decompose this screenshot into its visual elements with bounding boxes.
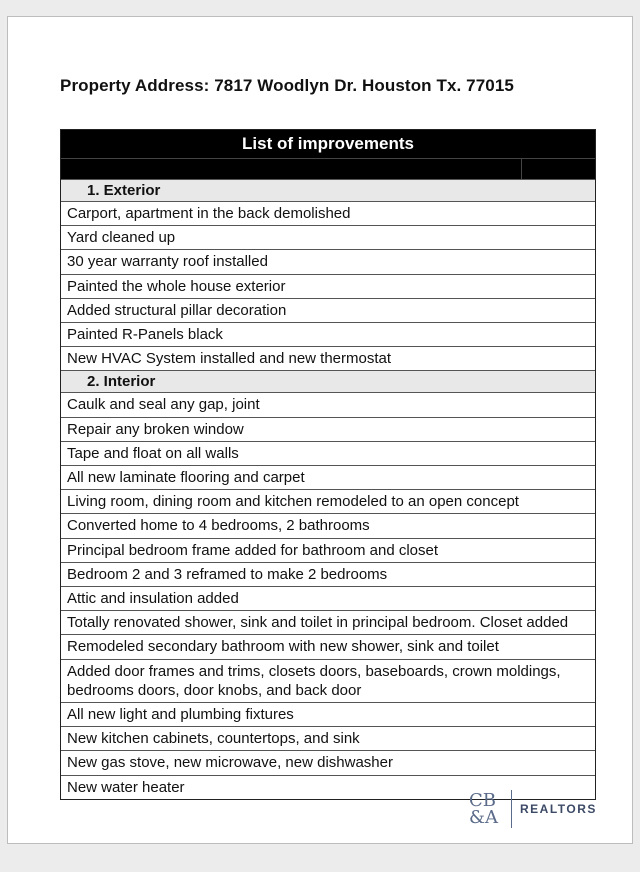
- property-address: Property Address: 7817 Woodlyn Dr. Houston Tx. 77015: [60, 76, 514, 95]
- table-row: Caulk and seal any gap, joint: [61, 392, 595, 416]
- table-row: Yard cleaned up: [61, 225, 595, 249]
- table-row: Painted R-Panels black: [61, 322, 595, 346]
- section-heading: 1. Exterior: [61, 179, 595, 201]
- section-heading: 2. Interior: [61, 370, 595, 392]
- logo-wordmark: REALTORS: [520, 802, 597, 816]
- table-row: 30 year warranty roof installed: [61, 249, 595, 273]
- table-row: All new light and plumbing fixtures: [61, 702, 595, 726]
- table-row: Bedroom 2 and 3 reframed to make 2 bedrooms: [61, 562, 595, 586]
- table-row: Painted the whole house exterior: [61, 274, 595, 298]
- table-row: All new laminate flooring and carpet: [61, 465, 595, 489]
- blank-cell: [61, 159, 521, 179]
- logo-divider: [511, 790, 512, 828]
- cba-realtors-logo: [469, 790, 597, 828]
- table-row: Remodeled secondary bathroom with new shower, sink and toilet: [61, 634, 595, 658]
- document-page: [7, 16, 633, 844]
- table-title: List of improvements: [61, 130, 595, 158]
- table-row: Attic and insulation added: [61, 586, 595, 610]
- table-row: Tape and float on all walls: [61, 441, 595, 465]
- table-row: Carport, apartment in the back demolished: [61, 201, 595, 225]
- table-row: Repair any broken window: [61, 417, 595, 441]
- table-row: Converted home to 4 bedrooms, 2 bathrooms: [61, 513, 595, 537]
- table-row: New kitchen cabinets, countertops, and sink: [61, 726, 595, 750]
- table-header-blank-row: [61, 158, 595, 179]
- table-row: New HVAC System installed and new thermostat: [61, 346, 595, 370]
- table-row: New water heater: [61, 775, 595, 799]
- table-body: [61, 179, 595, 799]
- table-row: Principal bedroom frame added for bathroom and closet: [61, 538, 595, 562]
- improvements-table: [60, 129, 596, 800]
- logo-monogram-bottom: &A: [469, 807, 499, 828]
- table-row: Totally renovated shower, sink and toilet in principal bedroom. Closet added: [61, 610, 595, 634]
- table-row: Added structural pillar decoration: [61, 298, 595, 322]
- blank-cell: [521, 159, 595, 179]
- table-row: Living room, dining room and kitchen remodeled to an open concept: [61, 489, 595, 513]
- table-row: New gas stove, new microwave, new dishwasher: [61, 750, 595, 774]
- table-row: Added door frames and trims, closets doors, baseboards, crown moldings, bedrooms doors, door knobs, and back door: [61, 659, 595, 702]
- logo-monogram: [469, 792, 503, 826]
- logo-monogram-top: CB: [469, 790, 496, 811]
